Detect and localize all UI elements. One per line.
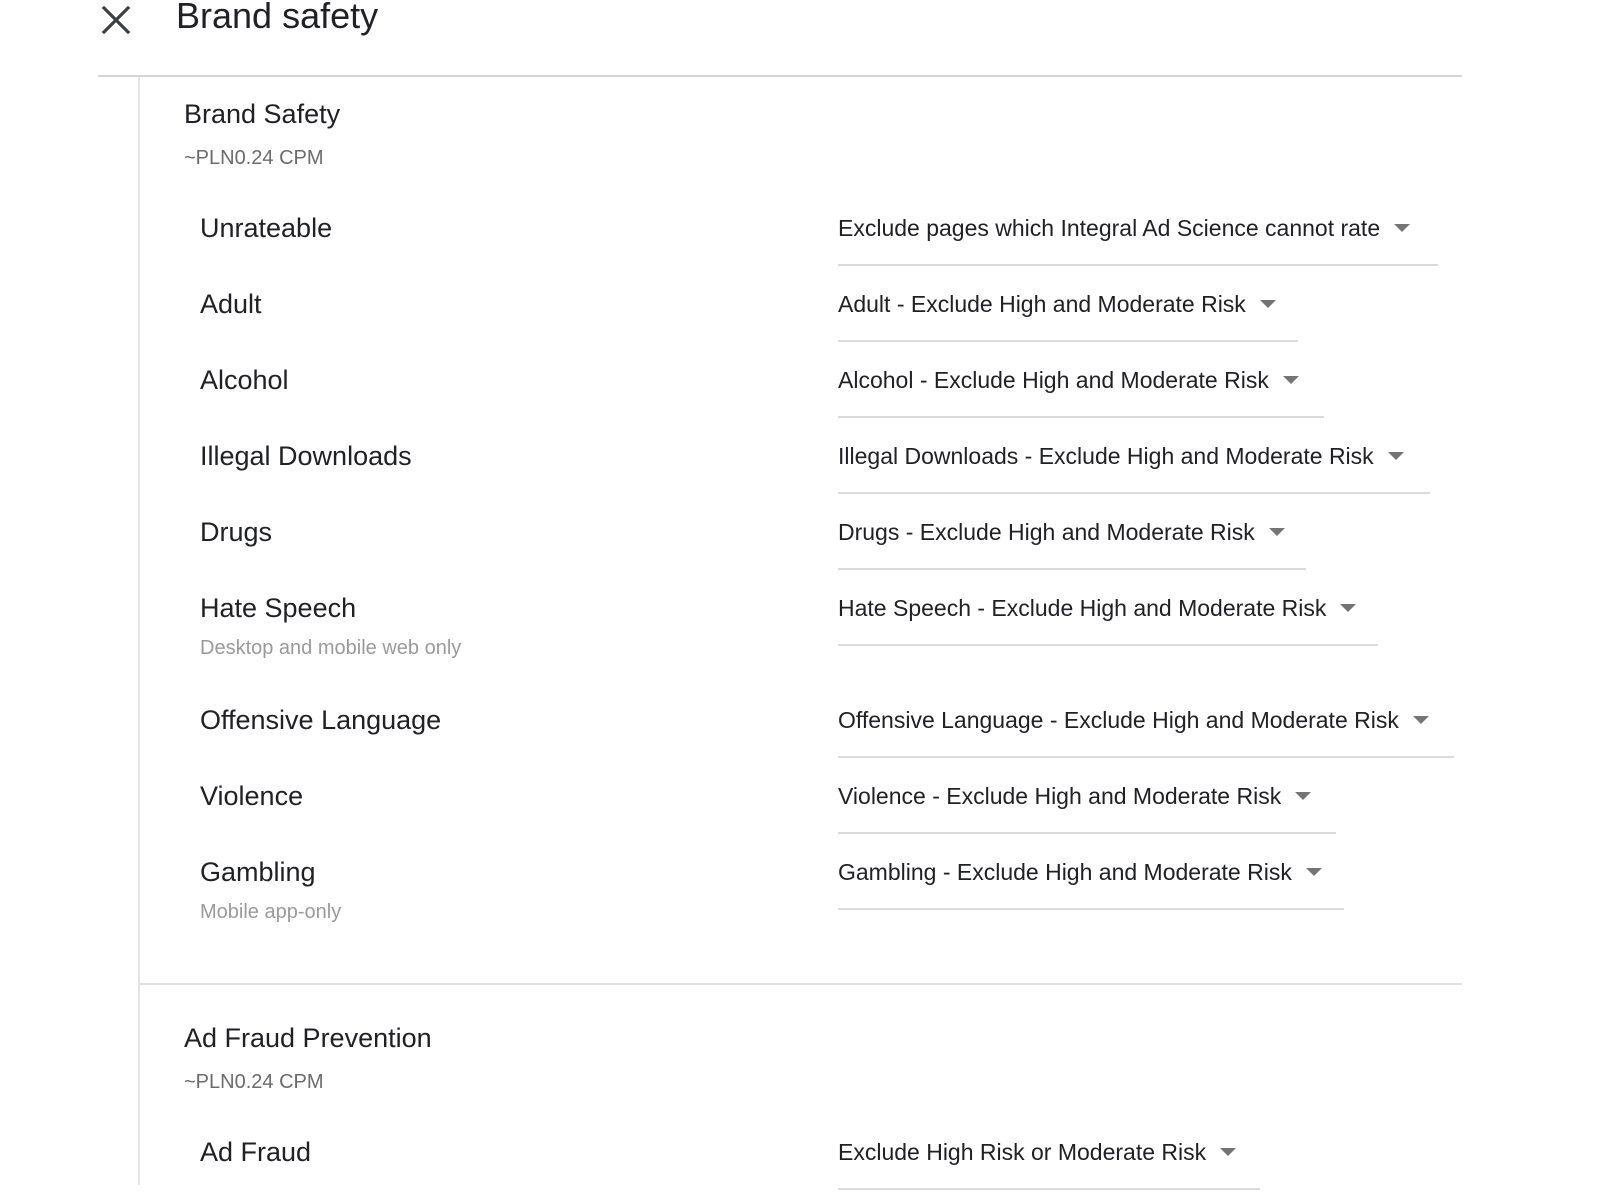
dropdown-underline bbox=[838, 756, 1454, 758]
setting-label: Illegal Downloads bbox=[200, 441, 412, 471]
dropdown-arrow-icon bbox=[1260, 300, 1276, 308]
dropdown-arrow-icon bbox=[1220, 1148, 1236, 1156]
dropdown-underline bbox=[838, 416, 1324, 418]
dropdown-arrow-icon bbox=[1269, 528, 1285, 536]
dropdown-value: Offensive Language - Exclude High and Moderate Risk bbox=[838, 707, 1399, 733]
close-button[interactable] bbox=[96, 0, 136, 40]
dropdown-value: Violence - Exclude High and Moderate Risk bbox=[838, 783, 1282, 809]
dropdown-value: Alcohol - Exclude High and Moderate Risk bbox=[838, 367, 1269, 393]
setting-dropdown-unrateable[interactable] bbox=[838, 212, 1438, 270]
setting-label: Ad Fraud bbox=[200, 1137, 312, 1167]
dropdown-arrow-icon bbox=[1388, 452, 1404, 460]
section-title: Brand Safety bbox=[184, 99, 341, 129]
dropdown-value: Gambling - Exclude High and Moderate Risk bbox=[838, 859, 1292, 885]
setting-dropdown-alcohol[interactable] bbox=[838, 364, 1324, 422]
left-divider bbox=[138, 77, 140, 1185]
dropdown-value: Exclude High Risk or Moderate Risk bbox=[838, 1139, 1207, 1165]
dropdown-underline bbox=[838, 908, 1344, 910]
setting-dropdown-hate-speech[interactable] bbox=[838, 592, 1378, 650]
section-divider bbox=[140, 983, 1462, 985]
setting-label: Hate Speech bbox=[200, 593, 357, 623]
dropdown-value: Drugs - Exclude High and Moderate Risk bbox=[838, 519, 1255, 545]
setting-label: Adult bbox=[200, 289, 262, 319]
dropdown-value: Adult - Exclude High and Moderate Risk bbox=[838, 291, 1246, 317]
dropdown-arrow-icon bbox=[1306, 868, 1322, 876]
dropdown-arrow-icon bbox=[1283, 376, 1299, 384]
setting-dropdown-adult[interactable] bbox=[838, 288, 1298, 346]
dropdown-underline bbox=[838, 568, 1306, 570]
dropdown-value: Illegal Downloads - Exclude High and Moderate Risk bbox=[838, 443, 1374, 469]
section-cost: ~PLN0.24 CPM bbox=[184, 147, 324, 169]
dropdown-underline bbox=[838, 264, 1438, 266]
setting-dropdown-drugs[interactable] bbox=[838, 516, 1306, 574]
dropdown-value: Hate Speech - Exclude High and Moderate Risk bbox=[838, 595, 1327, 621]
setting-label: Alcohol bbox=[200, 365, 289, 395]
setting-label: Offensive Language bbox=[200, 705, 442, 735]
top-divider bbox=[98, 75, 1462, 77]
setting-note: Desktop and mobile web only bbox=[200, 637, 462, 659]
setting-label: Drugs bbox=[200, 517, 273, 547]
section-title: Ad Fraud Prevention bbox=[184, 1023, 432, 1053]
setting-label: Violence bbox=[200, 781, 304, 811]
setting-note: Mobile app-only bbox=[200, 901, 342, 923]
dropdown-arrow-icon bbox=[1413, 716, 1429, 724]
setting-dropdown-ad-fraud[interactable] bbox=[838, 1136, 1260, 1194]
dropdown-underline bbox=[838, 1188, 1260, 1190]
dropdown-underline bbox=[838, 644, 1378, 646]
section-cost: ~PLN0.24 CPM bbox=[184, 1071, 324, 1093]
setting-dropdown-offensive-language[interactable] bbox=[838, 704, 1454, 762]
close-icon bbox=[101, 5, 131, 35]
setting-dropdown-gambling[interactable] bbox=[838, 856, 1344, 914]
page-title: Brand safety bbox=[176, 0, 379, 36]
dropdown-arrow-icon bbox=[1394, 224, 1410, 232]
dropdown-value: Exclude pages which Integral Ad Science cannot rate bbox=[838, 215, 1381, 241]
setting-dropdown-illegal-downloads[interactable] bbox=[838, 440, 1430, 498]
setting-label: Unrateable bbox=[200, 213, 333, 243]
dropdown-arrow-icon bbox=[1295, 792, 1311, 800]
setting-dropdown-violence[interactable] bbox=[838, 780, 1336, 838]
dropdown-underline bbox=[838, 832, 1336, 834]
dropdown-underline bbox=[838, 492, 1430, 494]
dropdown-arrow-icon bbox=[1340, 604, 1356, 612]
dropdown-underline bbox=[838, 340, 1298, 342]
setting-label: Gambling bbox=[200, 857, 316, 887]
